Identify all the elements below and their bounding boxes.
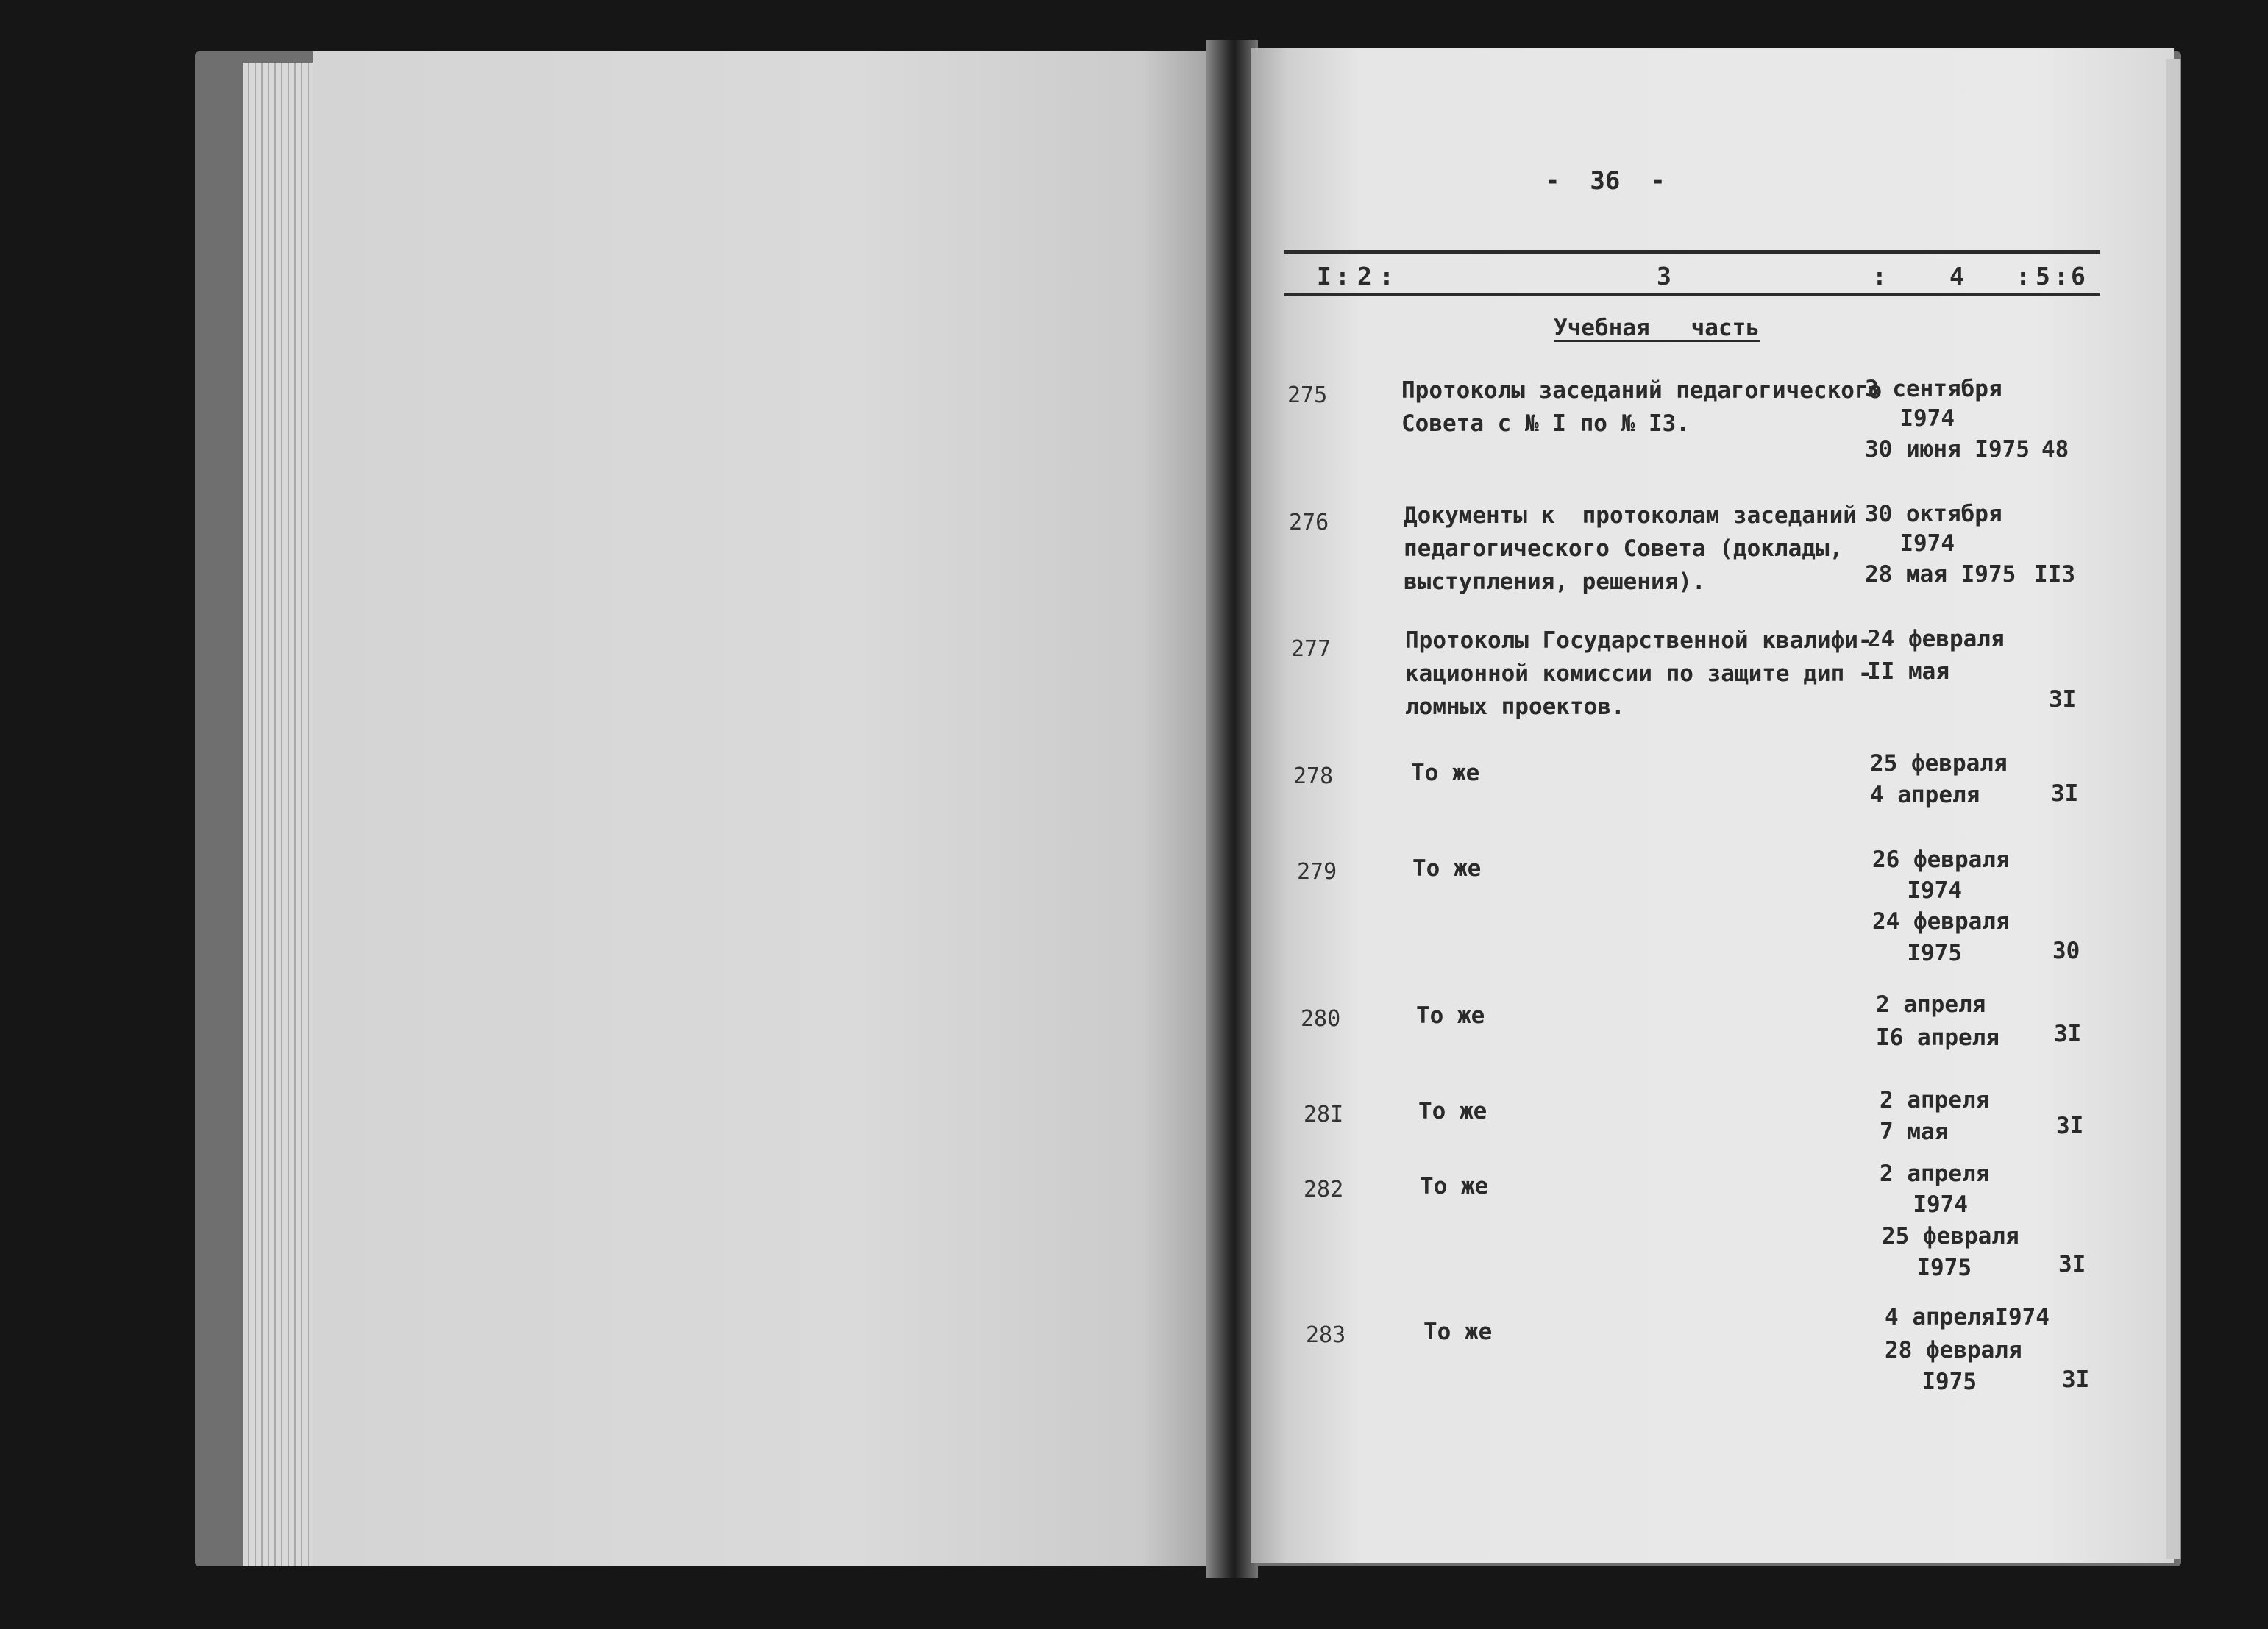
entry-283-desc: То же: [1423, 1319, 1493, 1345]
entry-282-date-3: 25 февраля: [1882, 1223, 2019, 1250]
entry-278-date-1: 25 февраля: [1870, 750, 2008, 777]
entry-275-date-1: 3 сентября: [1865, 376, 2002, 402]
entry-278-number: 278: [1293, 763, 1334, 789]
table-header-top-rule: [1284, 250, 2100, 254]
entry-281-number: 28I: [1304, 1102, 1344, 1127]
entry-282-sheets: 3I: [2058, 1251, 2086, 1277]
column-4-header: 4: [1949, 262, 1964, 290]
page-number: - 36 -: [1545, 166, 1666, 196]
entry-283-date-3: I975: [1894, 1369, 1977, 1395]
entry-280-sheets: 3I: [2054, 1021, 2082, 1047]
entry-280-desc: То же: [1416, 1002, 1485, 1029]
entry-280-date-1: 2 апреля: [1876, 991, 1986, 1018]
entry-279-number: 279: [1297, 859, 1337, 885]
entry-275-number: 275: [1287, 382, 1328, 408]
entry-278-sheets: 3I: [2051, 780, 2079, 807]
entry-282-date-4: I975: [1889, 1255, 1972, 1281]
entry-282-date-1: 2 апреля: [1880, 1161, 1990, 1187]
entry-279-sheets: 30: [2052, 938, 2080, 964]
entry-275-desc-line-1: Протоколы заседаний педагогического: [1401, 377, 1883, 404]
entry-277-date-2: II мая: [1867, 658, 1949, 685]
entry-279-date-1: 26 февраля: [1872, 846, 2010, 873]
entry-277-desc-line-2: кационной комиссии по защите дип -: [1405, 660, 1872, 687]
entry-276-desc-line-2: педагогического Совета (доклады,: [1404, 535, 1844, 562]
entry-283-date-2: 28 февраля: [1885, 1337, 2022, 1364]
entry-279-date-3: 24 февраля: [1872, 908, 2010, 935]
entry-275-desc-line-2: Совета с № I по № I3.: [1401, 410, 1690, 437]
entry-279-date-2: I974: [1880, 877, 1962, 904]
entry-275-date-2: I974: [1872, 405, 1955, 432]
entry-279-desc: То же: [1412, 855, 1482, 882]
entry-277-desc-line-3: ломных проектов.: [1405, 694, 1625, 720]
entry-278-date-2: 4 апреля: [1870, 782, 1980, 808]
entry-276-sheets: II3: [2034, 561, 2075, 588]
entry-283-number: 283: [1306, 1322, 1346, 1348]
left-page-blank: [313, 51, 1214, 1566]
entry-281-sheets: 3I: [2056, 1113, 2084, 1139]
entry-276-desc-line-1: Документы к протоколам заседаний: [1404, 502, 1857, 529]
entry-276-date-2: I974: [1872, 530, 1955, 557]
entry-281-date-2: 7 мая: [1880, 1119, 1949, 1145]
entry-280-date-2: I6 апреля: [1876, 1024, 1999, 1051]
entry-278-desc: То же: [1411, 760, 1480, 786]
entry-276-desc-line-3: выступления, решения).: [1404, 568, 1706, 595]
column-5-header: 5: [2036, 262, 2050, 290]
entry-281-date-1: 2 апреля: [1880, 1087, 1990, 1113]
entry-279-date-4: I975: [1880, 940, 1962, 966]
entry-282-number: 282: [1304, 1177, 1344, 1202]
column-1-header: I: [1317, 262, 1332, 290]
entry-276-date-1: 30 октября: [1865, 501, 2002, 527]
table-header-bottom-rule: [1284, 293, 2100, 296]
entry-283-date-1: 4 апреляI974: [1885, 1304, 2050, 1330]
entry-280-number: 280: [1301, 1006, 1341, 1032]
entry-282-date-2: I974: [1885, 1191, 1968, 1218]
entry-277-date-1: 24 февраля: [1867, 626, 2005, 652]
entry-275-date-3: 30 июня I975: [1865, 436, 2030, 463]
entry-277-number: 277: [1291, 636, 1332, 662]
entry-281-desc: То же: [1418, 1098, 1487, 1124]
entry-277-sheets: 3I: [2049, 686, 2077, 713]
entry-276-date-3: 28 мая I975: [1865, 561, 2016, 588]
right-page-edges: [2166, 59, 2181, 1559]
column-6-header: 6: [2071, 262, 2086, 290]
entry-283-sheets: 3I: [2062, 1366, 2090, 1393]
entry-276-number: 276: [1289, 510, 1329, 535]
column-2-header: 2: [1357, 262, 1372, 290]
entry-275-sheets: 48: [2041, 436, 2069, 463]
entry-277-desc-line-1: Протоколы Государственной квалифи-: [1405, 627, 1872, 654]
column-3-header: 3: [1657, 262, 1671, 290]
entry-282-desc: То же: [1420, 1173, 1489, 1200]
section-title: Учебная часть: [1554, 315, 1760, 341]
